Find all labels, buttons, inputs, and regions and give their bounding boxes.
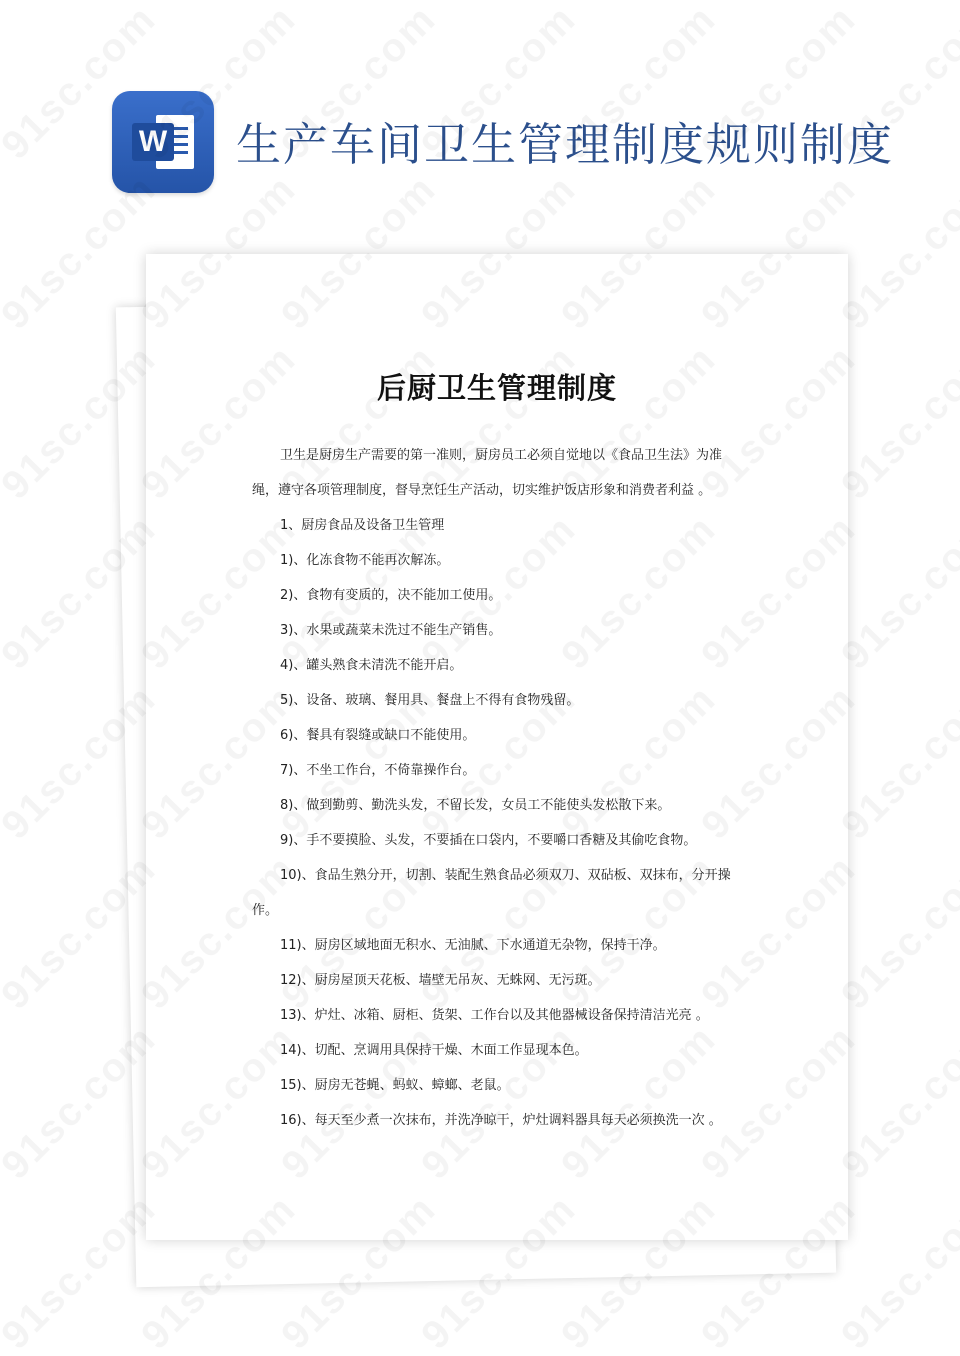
word-icon-letter: W — [132, 123, 174, 161]
watermark-text — [833, 676, 960, 848]
intro-paragraph: 卫生是厨房生产需要的第一准则，厨房员工必须自觉地以《食品卫生法》为准绳，遵守各项管理制度，督导烹饪生产活动，切实维护饭店形象和消费者利益 。 — [252, 448, 723, 498]
word-document-icon — [112, 91, 214, 193]
document-body — [252, 438, 744, 1138]
rule-item: 5)、设备、玻璃、餐用具、餐盘上不得有食物残留。 — [280, 693, 580, 708]
watermark-text — [833, 1186, 960, 1356]
rule-item: 15)、厨房无苍蝇、蚂蚁、蟑螂、老鼠。 — [280, 1078, 510, 1093]
rule-item: 11)、厨房区域地面无积水、无油腻、下水通道无杂物，保持干净。 — [280, 938, 666, 953]
banner-header — [0, 0, 960, 230]
rule-item: 9)、手不要摸脸、头发，不要插在口袋内，不要嚼口香糖及其偷吃食物。 — [280, 833, 697, 848]
rule-item: 2)、食物有变质的，决不能加工使用。 — [280, 588, 502, 603]
rule-item: 4)、罐头熟食未清洗不能开启。 — [280, 658, 463, 673]
banner-title: 生产车间卫生管理制度规则制度 — [236, 118, 895, 171]
rule-item: 8)、做到勤剪、勤洗头发，不留长发，女员工不能使头发松散下来。 — [280, 798, 671, 813]
rule-item: 10)、食品生熟分开，切割、装配生熟食品必须双刀、双砧板、双抹布，分开操作。 — [252, 868, 731, 918]
document-page — [146, 254, 848, 1240]
rule-item: 7)、不坐工作台，不倚靠操作台。 — [280, 763, 476, 778]
document-title: 后厨卫生管理制度 — [376, 371, 617, 405]
rule-item: 6)、餐具有裂缝或缺口不能使用。 — [280, 728, 476, 743]
watermark-text — [833, 336, 960, 508]
rule-item: 13)、炉灶、冰箱、厨柜、货架、工作台以及其他器械设备保持清洁光亮 。 — [280, 1008, 709, 1023]
rule-item: 3)、水果或蔬菜未洗过不能生产销售。 — [280, 623, 502, 638]
rule-item: 16)、每天至少煮一次抹布，并洗净晾干，炉灶调料器具每天必须换洗一次 。 — [280, 1113, 722, 1128]
rule-item: 14)、切配、烹调用具保持干燥、木面工作显现本色。 — [280, 1043, 588, 1058]
watermark-text — [833, 1016, 960, 1188]
watermark-text — [833, 846, 960, 1018]
watermark-text — [833, 506, 960, 678]
rule-item: 1)、化冻食物不能再次解冻。 — [280, 553, 450, 568]
section-heading: 1、厨房食品及设备卫生管理 — [280, 518, 445, 533]
rule-item: 12)、厨房屋顶天花板、墙壁无吊灰、无蛛网、无污斑。 — [280, 973, 601, 988]
